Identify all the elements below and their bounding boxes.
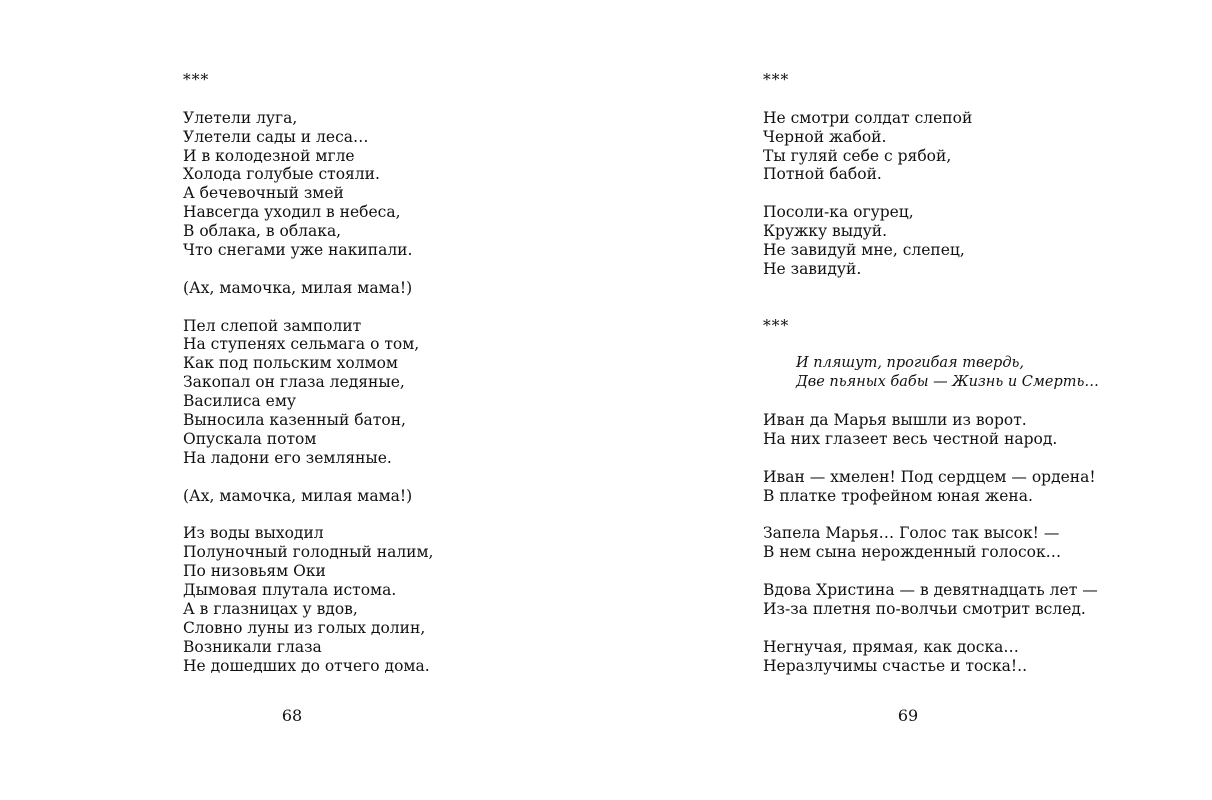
poem-line: Вдова Христина — в девятнадцать лет —: [763, 581, 1098, 600]
poem-line: Черной жабой.: [763, 127, 887, 146]
poem-line: Запела Марья… Голос так высок! —: [763, 524, 1060, 543]
poem-line: Выносила казенный батон,: [183, 411, 406, 430]
poem-right: [763, 71, 1099, 676]
poem-refrain: (Ах, мамочка, милая мама!): [183, 278, 413, 297]
epigraph: [763, 354, 1099, 392]
page-number: 69: [897, 706, 919, 725]
poem-line: Негнучая, прямая, как доска…: [763, 637, 1019, 656]
poem-line: Кружку выдуй.: [763, 222, 888, 241]
poem-line: На ступенях сельмага о том,: [183, 335, 420, 354]
poem-line: Возникали глаза: [183, 637, 322, 656]
stanza-gap: [763, 562, 1099, 581]
stanza-gap: [763, 90, 1099, 109]
poem-line: В облака, в облака,: [183, 222, 342, 241]
stanza-gap: [763, 392, 1099, 411]
poem-line: А бечевочный змей: [183, 184, 344, 203]
poem-separator: ***: [763, 316, 790, 335]
stanza-gap: [763, 449, 1099, 468]
poem-line: Ты гуляй себе с рябой,: [763, 146, 952, 165]
poem-line: Иван да Марья вышли из ворот.: [763, 411, 1027, 430]
poem-line: Потной бабой.: [763, 165, 882, 184]
stanza-gap: [183, 260, 433, 279]
poem-line: Посоли-ка огурец,: [763, 203, 914, 222]
poem-left: [183, 71, 433, 676]
poem-line: Иван — хмелен! Под сердцем — ордена!: [763, 467, 1096, 486]
poem-line: Полуночный голодный налим,: [183, 543, 434, 562]
poem-line: Из-за плетня по-волчьи смотрит вслед.: [763, 599, 1086, 618]
poem-line: На ладони его земляные.: [183, 448, 392, 467]
epigraph-line: И пляшут, прогибая твердь,: [796, 355, 1025, 372]
stanza-gap: [763, 184, 1099, 203]
stanza-gap: [183, 90, 433, 109]
poem-line: Не дошедших до отчего дома.: [183, 656, 430, 675]
right-page: [606, 0, 1212, 800]
poem-line: Что снегами уже накипали.: [183, 241, 413, 260]
poem-line: В платке трофейном юная жена.: [763, 486, 1033, 505]
poem-line: Улетели луга,: [183, 108, 298, 127]
poem-line: Из воды выходил: [183, 524, 324, 543]
stanza-gap: [763, 335, 1099, 354]
stanza-gap: [763, 619, 1099, 638]
poem-refrain: (Ах, мамочка, милая мама!): [183, 486, 413, 505]
stanza-gap: [183, 298, 433, 317]
poem-line: В нем сына нерожденный голосок…: [763, 543, 1062, 562]
poem-line: Не завидуй мне, слепец,: [763, 241, 965, 260]
poem-line: Опускала потом: [183, 429, 317, 448]
poem-line: На них глазеет весь честной народ.: [763, 429, 1058, 448]
epigraph-line: Две пьяных бабы — Жизнь и Смерть…: [796, 374, 1099, 391]
poem-line: И в колодезной мгле: [183, 146, 355, 165]
poem-line: Василиса ему: [183, 392, 297, 411]
poem-line: Закопал он глаза ледяные,: [183, 373, 405, 392]
poem-line: Неразлучимы счастье и тоска!..: [763, 656, 1027, 675]
poem-line: Улетели сады и леса…: [183, 127, 369, 146]
poem-line: Пел слепой замполит: [183, 316, 362, 335]
poem-line: По низовьям Оки: [183, 562, 326, 581]
poem-separator: ***: [763, 71, 790, 89]
poem-line: Не завидуй.: [763, 259, 862, 278]
poem-line: Словно луны из голых долин,: [183, 618, 426, 637]
poem-line: Холода голубые стояли.: [183, 165, 380, 184]
poem-line: Навсегда уходил в небеса,: [183, 203, 401, 222]
stanza-gap: [763, 298, 1099, 317]
stanza-gap: [183, 468, 433, 487]
poem-line: Не смотри солдат слепой: [763, 108, 973, 127]
poem-line: А в глазницах у вдов,: [183, 599, 358, 618]
stanza-gap: [763, 279, 1099, 298]
poem-line: Как под польским холмом: [183, 354, 398, 373]
stanza-gap: [183, 505, 433, 524]
stanza-gap: [763, 505, 1099, 524]
poem-line: Дымовая плутала истома.: [183, 581, 397, 600]
page-number: 68: [281, 706, 303, 725]
poem-separator: ***: [183, 71, 210, 89]
